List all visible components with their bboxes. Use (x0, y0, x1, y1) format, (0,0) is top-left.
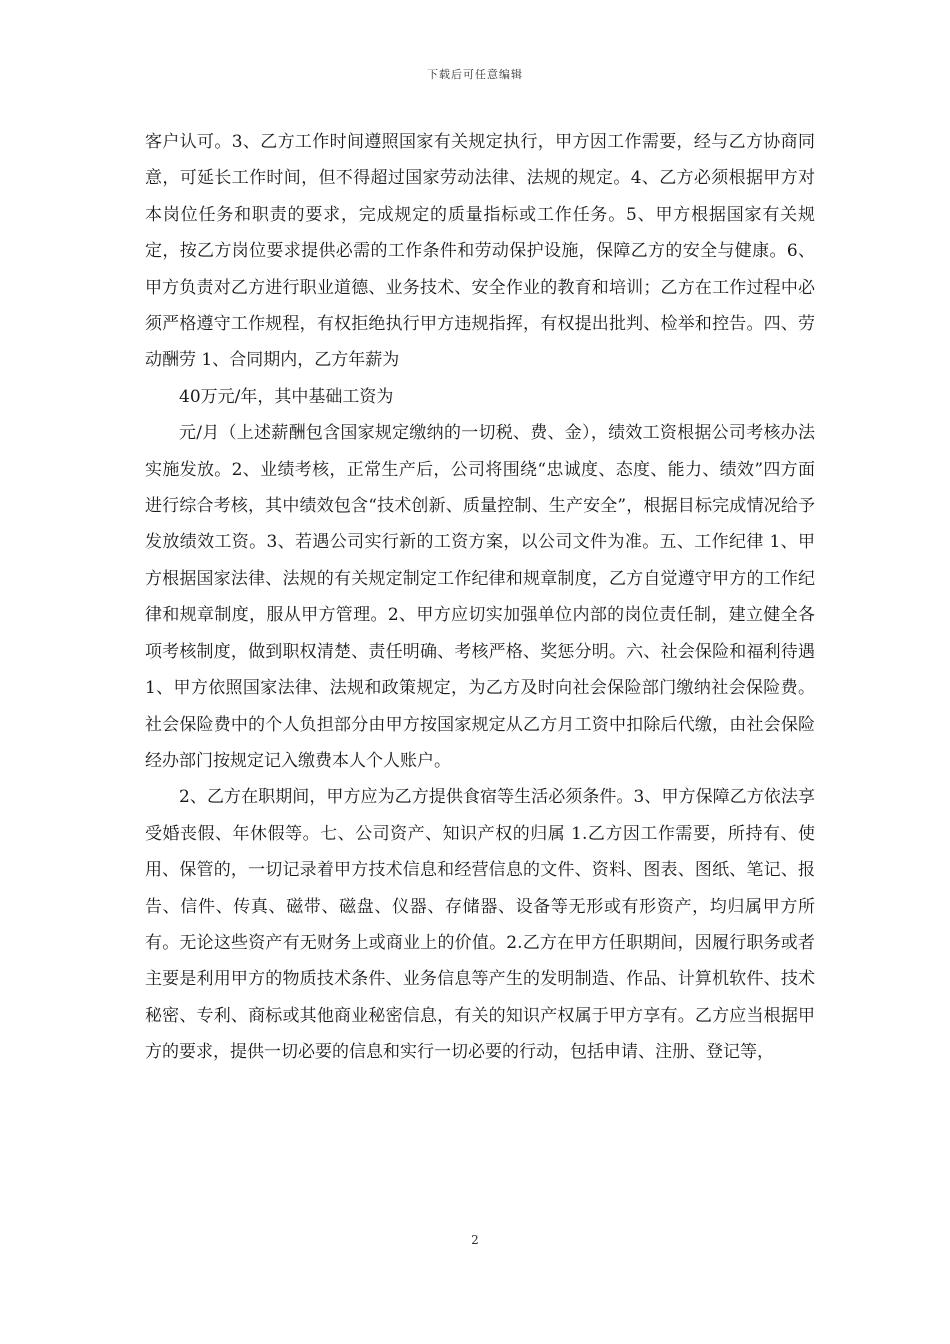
paragraph-3: 元/月（上述薪酬包含国家规定缴纳的一切税、费、金），绩效工资根据公司考核办法实施发放。2、业绩考核，正常生产后，公司将围绕“忠诚度、态度、能力、绩效”四方面进行综合考核，其中绩效包含“技术创新、质量控制、生产安全”，根据目标完成情况给予发放绩效工资。3、若遇公司实行新的工资方案，以公司文件为准。五、工作纪律 1、甲方根据国家法律、法规的有关规定制定工作纪律和规章制度，乙方自觉遵守甲方的工作纪律和规章制度，服从甲方管理。2、甲方应切实加强单位内部的岗位责任制，建立健全各项考核制度，做到职权清楚、责任明确、考核严格、奖惩分明。六、社会保险和福利待遇 1、甲方依照国家法律、法规和政策规定，为乙方及时向社会保险部门缴纳社会保险费。社会保险费中的个人负担部分由甲方按国家规定从乙方月工资中扣除后代缴，由社会保险经办部门按规定记入缴费本人个人账户。 (145, 423, 815, 771)
paragraph-2: 40万元/年，其中基础工资为 (179, 386, 394, 407)
paragraph-1: 客户认可。3、乙方工作时间遵照国家有关规定执行，甲方因工作需要，经与乙方协商同意，可延长工作时间，但不得超过国家劳动法律、法规的规定。4、乙方必须根据甲方对本岗位任务和职责的要求，完成规定的质量指标或工作任务。5、甲方根据国家有关规定，按乙方岗位要求提供必需的工作条件和劳动保护设施，保障乙方的安全与健康。6、甲方负责对乙方进行职业道德、业务技术、安全作业的教育和培训；乙方在工作过程中必须严格遵守工作规程，有权拒绝执行甲方违规指挥，有权提出批判、检举和控告。四、劳动酬劳 1、合同期内，乙方年薪为 (145, 132, 815, 371)
page-header-note: 下载后可任意编辑 (427, 68, 523, 81)
paragraph-4: 2、乙方在职期间，甲方应为乙方提供食宿等生活必须条件。3、甲方保障乙方依法享受婚丧假、年休假等。七、公司资产、知识产权的归属 1.乙方因工作需要，所持有、使用、保管的，一切记录着甲方技术信息和经营信息的文件、资料、图表、图纸、笔记、报告、信件、传真、磁带、磁盘、仪器、存储器、设备等无形或有形资产，均归属甲方所有。无论这些资产有无财务上或商业上的价值。2.乙方在甲方任职期间，因履行职务或者主要是利用甲方的物质技术条件、业务信息等产生的发明制造、作品、计算机软件、技术秘密、专利、商标或其他商业秘密信息，有关的知识产权属于甲方享有。乙方应当根据甲方的要求，提供一切必要的信息和实行一切必要的行动，包括申请、注册、登记等， (145, 787, 815, 1063)
document-body (145, 124, 815, 1071)
page-number: 2 (471, 1233, 479, 1247)
